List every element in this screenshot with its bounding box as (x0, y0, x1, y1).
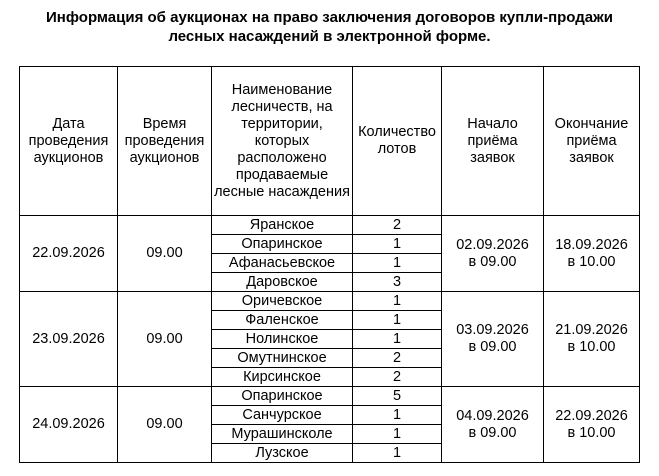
auction-time: 09.00 (118, 292, 212, 387)
lot-count: 5 (353, 387, 442, 406)
header-lots: Количество лотов (353, 67, 442, 216)
header-date: Дата проведения аукционов (20, 67, 118, 216)
application-end-time: в 10.00 (567, 253, 616, 270)
forestry-name: Оричевское (212, 292, 353, 311)
application-end-time: в 10.00 (567, 339, 616, 355)
lot-count: 2 (353, 216, 442, 235)
application-end-date: 21.09.2026 (555, 322, 628, 338)
table-row (20, 387, 640, 406)
lot-count: 1 (353, 311, 442, 330)
header-time: Время проведения аукционов (118, 67, 212, 216)
application-start-time: в 09.00 (468, 253, 517, 270)
table-row (20, 216, 640, 235)
title-line-1: Информация об аукционах на право заключения договоров купли-продажи (46, 9, 613, 26)
application-end (544, 292, 640, 387)
lot-count: 1 (353, 254, 442, 273)
application-start-date: 03.09.2026 (456, 322, 529, 338)
application-end (544, 387, 640, 463)
lot-count: 1 (353, 406, 442, 425)
header-end: Окончание приёма заявок (544, 67, 640, 216)
table-row (20, 292, 640, 311)
application-start (442, 387, 544, 463)
lot-count: 1 (353, 330, 442, 349)
forestry-name: Мурашинсколе (212, 425, 353, 444)
application-end-time: в 10.00 (567, 424, 616, 441)
forestry-name: Санчурское (212, 406, 353, 425)
application-end-date: 22.09.2026 (555, 407, 628, 424)
forestry-name: Опаринское (212, 387, 353, 406)
application-end-date: 18.09.2026 (555, 236, 628, 253)
lot-count: 1 (353, 444, 442, 463)
auction-date: 22.09.2026 (20, 216, 118, 292)
application-start-date: 02.09.2026 (456, 236, 529, 253)
header-start: Начало приёма заявок (442, 67, 544, 216)
application-start-time: в 09.00 (468, 424, 517, 441)
auction-date: 23.09.2026 (20, 292, 118, 387)
auctions-table (19, 66, 640, 463)
lot-count: 1 (353, 292, 442, 311)
forestry-name: Афанасьевское (212, 254, 353, 273)
auction-time: 09.00 (118, 216, 212, 292)
application-start (442, 292, 544, 387)
lot-count: 2 (353, 368, 442, 387)
application-start (442, 216, 544, 292)
forestry-name: Нолинское (212, 330, 353, 349)
title-line-2: лесных насаждений в электронной форме. (168, 28, 491, 45)
table-header-row (20, 67, 640, 216)
forestry-name: Даровское (212, 273, 353, 292)
application-start-date: 04.09.2026 (456, 407, 529, 424)
forestry-name: Омутнинское (212, 349, 353, 368)
forestry-name: Лузское (212, 444, 353, 463)
forestry-name: Опаринское (212, 235, 353, 254)
lot-count: 1 (353, 425, 442, 444)
page-title (0, 8, 659, 46)
lot-count: 1 (353, 235, 442, 254)
application-start-time: в 09.00 (468, 339, 517, 355)
forestry-name: Яранское (212, 216, 353, 235)
application-end (544, 216, 640, 292)
forestry-name: Кирсинское (212, 368, 353, 387)
auction-date: 24.09.2026 (20, 387, 118, 463)
forestry-name: Фаленское (212, 311, 353, 330)
lot-count: 2 (353, 349, 442, 368)
lot-count: 3 (353, 273, 442, 292)
header-forestry: Наименование лесничеств, на территории, которых расположено продаваемые лесные насаждения (212, 67, 353, 216)
auction-time: 09.00 (118, 387, 212, 463)
